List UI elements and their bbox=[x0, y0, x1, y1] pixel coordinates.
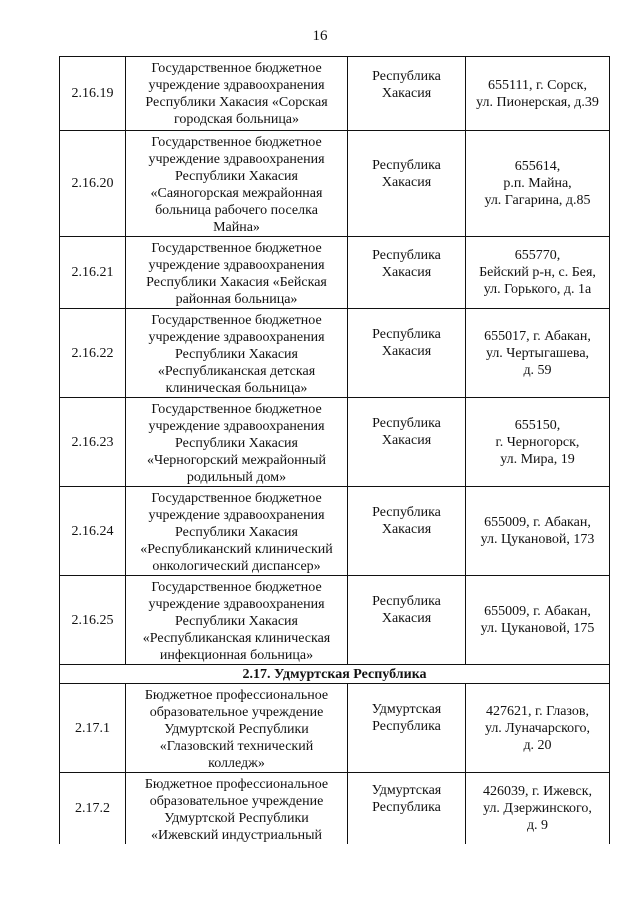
text-line: инфекционная больница» bbox=[159, 648, 314, 663]
text-line: 655017, г. Абакан, bbox=[484, 328, 591, 344]
text-line: Хакасия bbox=[381, 433, 432, 448]
text-line: ул. Чертыгашева, bbox=[485, 345, 590, 361]
row-number: 2.16.25 bbox=[60, 576, 126, 665]
row-number: 2.16.21 bbox=[60, 237, 126, 309]
row-number: 2.16.22 bbox=[60, 309, 126, 398]
table-row bbox=[60, 237, 610, 309]
text-line: городская больница» bbox=[173, 112, 300, 127]
institution-name bbox=[126, 237, 348, 309]
text-line: Хакасия bbox=[381, 344, 432, 359]
region bbox=[348, 487, 466, 576]
region bbox=[348, 684, 466, 773]
address bbox=[466, 684, 610, 773]
text-line: 655614, bbox=[514, 159, 561, 174]
text-line: Бейский р-н, с. Бея, bbox=[479, 265, 596, 280]
address bbox=[466, 57, 610, 131]
text-line: учреждение здравоохранения bbox=[148, 508, 325, 523]
table-row bbox=[60, 487, 610, 576]
text-line: «Республиканская клиническая bbox=[142, 631, 331, 646]
text-line: 427621, г. Глазов, bbox=[486, 703, 589, 719]
region bbox=[348, 237, 466, 309]
page-number: 16 bbox=[312, 28, 328, 44]
text-line: Республика bbox=[372, 327, 441, 342]
text-line: Республики Хакасия «Сорская bbox=[145, 95, 328, 110]
text-line: Республики Хакасия bbox=[174, 614, 298, 629]
section-row bbox=[60, 665, 610, 684]
table-row bbox=[60, 773, 610, 845]
row-number: 2.16.20 bbox=[60, 131, 126, 237]
text-line: Республика bbox=[372, 505, 441, 520]
text-line: д. 9 bbox=[526, 818, 549, 833]
text-line: р.п. Майна, bbox=[503, 176, 572, 191]
text-line: учреждение здравоохранения bbox=[148, 419, 325, 434]
table-row bbox=[60, 576, 610, 665]
text-line: Государственное бюджетное bbox=[151, 313, 322, 328]
text-line: онкологический диспансер» bbox=[152, 559, 321, 574]
text-line: ул. Дзержинского, bbox=[483, 801, 592, 816]
text-line: районная больница» bbox=[175, 292, 298, 307]
text-line: ул. Гагарина, д.85 bbox=[484, 193, 591, 208]
text-line: Хакасия bbox=[381, 175, 432, 190]
text-line: Удмуртской Республики bbox=[164, 811, 309, 826]
text-line: «Саяногорская межрайонная bbox=[150, 186, 323, 201]
address bbox=[466, 398, 610, 487]
text-line: «Черногорский межрайонный bbox=[146, 453, 327, 468]
text-line: Республика bbox=[372, 69, 441, 84]
section-heading: 2.17. Удмуртская Республика bbox=[60, 665, 610, 684]
text-line: «Ижевский индустриальный bbox=[150, 828, 323, 843]
text-line: 426039, г. Ижевск, bbox=[482, 784, 593, 799]
region bbox=[348, 131, 466, 237]
text-line: Республики Хакасия bbox=[174, 347, 298, 362]
text-line: д. 20 bbox=[523, 737, 552, 753]
text-line: ул. Горького, д. 1а bbox=[483, 282, 592, 297]
address bbox=[466, 487, 610, 576]
row-number: 2.16.23 bbox=[60, 398, 126, 487]
text-line: Республика bbox=[372, 719, 441, 734]
table-row bbox=[60, 57, 610, 131]
text-line: Удмуртская bbox=[371, 702, 442, 717]
text-line: ул. Цукановой, 175 bbox=[480, 621, 595, 636]
text-line: Бюджетное профессиональное bbox=[144, 688, 329, 703]
text-line: клиническая больница» bbox=[165, 381, 308, 396]
text-line: 655111, г. Сорск, bbox=[488, 77, 587, 93]
text-line: образовательное учреждение bbox=[149, 794, 324, 809]
text-line: Республика bbox=[372, 594, 441, 609]
row-number: 2.16.19 bbox=[60, 57, 126, 131]
text-line: Государственное бюджетное bbox=[151, 61, 322, 76]
row-number: 2.17.2 bbox=[60, 773, 126, 845]
text-line: «Республиканская детская bbox=[157, 364, 316, 379]
table-row bbox=[60, 309, 610, 398]
institution-name bbox=[126, 773, 348, 845]
address bbox=[466, 131, 610, 237]
text-line: Республика bbox=[372, 416, 441, 431]
institution-name bbox=[126, 576, 348, 665]
text-line: Республики Хакасия bbox=[174, 436, 298, 451]
text-line: Хакасия bbox=[381, 611, 432, 626]
text-line: ул. Мира, 19 bbox=[500, 451, 575, 467]
text-line: Государственное бюджетное bbox=[151, 402, 322, 417]
institution-name bbox=[126, 487, 348, 576]
text-line: «Республиканский клинический bbox=[140, 542, 333, 557]
text-line: Республики Хакасия bbox=[174, 525, 298, 540]
text-line: ул. Пионерская, д.39 bbox=[476, 94, 599, 110]
text-line: 655009, г. Абакан, bbox=[484, 604, 591, 619]
text-line: Удмуртской Республики bbox=[164, 722, 309, 737]
region bbox=[348, 309, 466, 398]
text-line: Республика bbox=[372, 248, 441, 263]
text-line: Хакасия bbox=[381, 522, 432, 537]
text-line: учреждение здравоохранения bbox=[148, 78, 325, 93]
table-row bbox=[60, 398, 610, 487]
text-line: ул. Цукановой, 173 bbox=[480, 532, 595, 547]
text-line: Хакасия bbox=[381, 265, 432, 280]
address bbox=[466, 309, 610, 398]
text-line: Государственное бюджетное bbox=[151, 135, 322, 150]
text-line: больница рабочего поселка bbox=[155, 203, 318, 218]
text-line: Государственное бюджетное bbox=[151, 580, 322, 595]
text-line: учреждение здравоохранения bbox=[148, 258, 325, 273]
text-line: г. Черногорск, bbox=[495, 434, 580, 450]
institution-name bbox=[126, 309, 348, 398]
text-line: 655009, г. Абакан, bbox=[484, 515, 591, 530]
text-line: Бюджетное профессиональное bbox=[144, 777, 329, 792]
text-line: Республика bbox=[372, 800, 441, 815]
text-line: Государственное бюджетное bbox=[151, 491, 322, 506]
text-line: д. 59 bbox=[523, 362, 552, 378]
row-number: 2.17.1 bbox=[60, 684, 126, 773]
institution-name bbox=[126, 684, 348, 773]
region bbox=[348, 773, 466, 845]
region bbox=[348, 576, 466, 665]
table-row bbox=[60, 131, 610, 237]
text-line: учреждение здравоохранения bbox=[148, 597, 325, 612]
address bbox=[466, 773, 610, 845]
text-line: Республика bbox=[372, 158, 441, 173]
text-line: «Глазовский технический bbox=[159, 739, 314, 754]
address bbox=[466, 576, 610, 665]
text-line: образовательное учреждение bbox=[149, 705, 324, 720]
text-line: родильный дом» bbox=[186, 470, 287, 485]
institution-name bbox=[126, 57, 348, 131]
table-row bbox=[60, 684, 610, 773]
row-number: 2.16.24 bbox=[60, 487, 126, 576]
text-line: 655770, bbox=[514, 248, 561, 263]
text-line: Республики Хакасия «Бейская bbox=[146, 275, 327, 290]
region bbox=[348, 57, 466, 131]
text-line: Хакасия bbox=[381, 86, 432, 101]
institutions-table bbox=[59, 56, 610, 844]
text-line: учреждение здравоохранения bbox=[148, 152, 325, 167]
text-line: Государственное бюджетное bbox=[151, 241, 322, 256]
text-line: учреждение здравоохранения bbox=[148, 330, 325, 345]
address bbox=[466, 237, 610, 309]
institution-name bbox=[126, 131, 348, 237]
region bbox=[348, 398, 466, 487]
text-line: колледж» bbox=[208, 756, 265, 771]
text-line: Республики Хакасия bbox=[174, 169, 298, 184]
institution-name bbox=[126, 398, 348, 487]
text-line: ул. Луначарского, bbox=[484, 720, 591, 736]
text-line: Майна» bbox=[213, 220, 260, 235]
text-line: 655150, bbox=[514, 417, 561, 433]
text-line: Удмуртская bbox=[371, 783, 442, 798]
